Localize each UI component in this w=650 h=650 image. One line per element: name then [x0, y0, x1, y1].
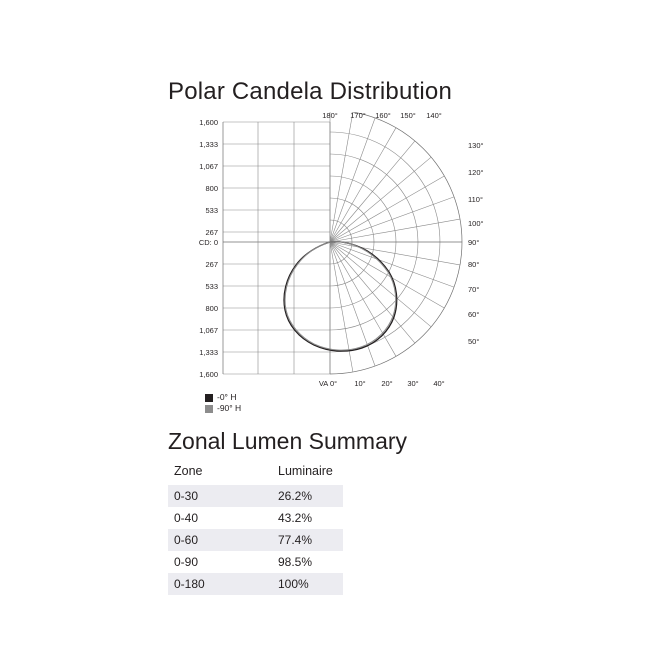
svg-text:1,600: 1,600 [199, 118, 218, 127]
top-angle-labels [322, 112, 442, 120]
table-row [168, 485, 343, 507]
svg-text:1,067: 1,067 [199, 162, 218, 171]
svg-text:1,600: 1,600 [199, 370, 218, 379]
cell-luminaire: 98.5% [272, 551, 343, 573]
svg-text:60°: 60° [468, 310, 480, 319]
legend-label-0h: -0° H [217, 392, 237, 402]
zonal-lumen-table [168, 460, 343, 595]
svg-text:40°: 40° [433, 379, 445, 388]
svg-text:30°: 30° [407, 379, 419, 388]
zonal-summary-title: Zonal Lumen Summary [168, 428, 408, 454]
svg-text:150°: 150° [400, 112, 416, 120]
svg-text:180°: 180° [322, 112, 338, 120]
cell-luminaire: 100% [272, 573, 343, 595]
svg-text:50°: 50° [468, 337, 480, 346]
cell-zone: 0-30 [168, 485, 272, 507]
svg-text:800: 800 [205, 304, 218, 313]
svg-text:1,333: 1,333 [199, 140, 218, 149]
bottom-angle-labels [319, 379, 445, 388]
svg-text:20°: 20° [381, 379, 393, 388]
polar-chart-svg [168, 112, 498, 402]
svg-text:1,333: 1,333 [199, 348, 218, 357]
svg-text:160°: 160° [375, 112, 391, 120]
table-row [168, 551, 343, 573]
svg-text:110°: 110° [468, 195, 483, 204]
svg-text:10°: 10° [354, 379, 366, 388]
cell-luminaire: 43.2% [272, 507, 343, 529]
cell-zone: 0-40 [168, 507, 272, 529]
table-row [168, 529, 343, 551]
right-angle-labels [468, 141, 484, 346]
polar-chart [168, 112, 498, 402]
legend-item-90h [205, 403, 241, 414]
svg-text:130°: 130° [468, 141, 484, 150]
chart-legend [205, 392, 241, 414]
svg-text:CD: 0: CD: 0 [198, 238, 218, 247]
legend-label-90h: -90° H [217, 403, 242, 413]
cell-luminaire: 26.2% [272, 485, 343, 507]
svg-text:170°: 170° [350, 112, 366, 120]
svg-text:90°: 90° [468, 238, 480, 247]
legend-item-0h [205, 392, 241, 403]
left-grid [223, 122, 330, 374]
svg-text:533: 533 [205, 282, 218, 291]
svg-text:267: 267 [205, 260, 218, 269]
cell-zone: 0-180 [168, 573, 272, 595]
svg-text:533: 533 [205, 206, 218, 215]
radial-tick-labels-lower [199, 260, 218, 379]
page-title: Polar Candela Distribution [168, 78, 453, 105]
svg-text:120°: 120° [468, 168, 484, 177]
svg-text:100°: 100° [468, 219, 484, 228]
table-row [168, 507, 343, 529]
legend-swatch-icon [205, 405, 213, 413]
cell-zone: 0-90 [168, 551, 272, 573]
column-header-luminaire: Luminaire [278, 464, 333, 478]
svg-text:VA 0°: VA 0° [318, 379, 338, 388]
svg-text:80°: 80° [468, 260, 480, 269]
cell-zone: 0-60 [168, 529, 272, 551]
svg-text:800: 800 [205, 184, 218, 193]
svg-text:140°: 140° [426, 112, 442, 120]
radial-tick-labels-upper [199, 118, 218, 247]
svg-text:1,067: 1,067 [199, 326, 218, 335]
cell-luminaire: 77.4% [272, 529, 343, 551]
column-header-zone: Zone [174, 464, 203, 478]
svg-text:267: 267 [205, 228, 218, 237]
legend-swatch-icon [205, 394, 213, 402]
svg-text:70°: 70° [468, 285, 480, 294]
table-row [168, 573, 343, 595]
table-header-row [168, 460, 343, 485]
